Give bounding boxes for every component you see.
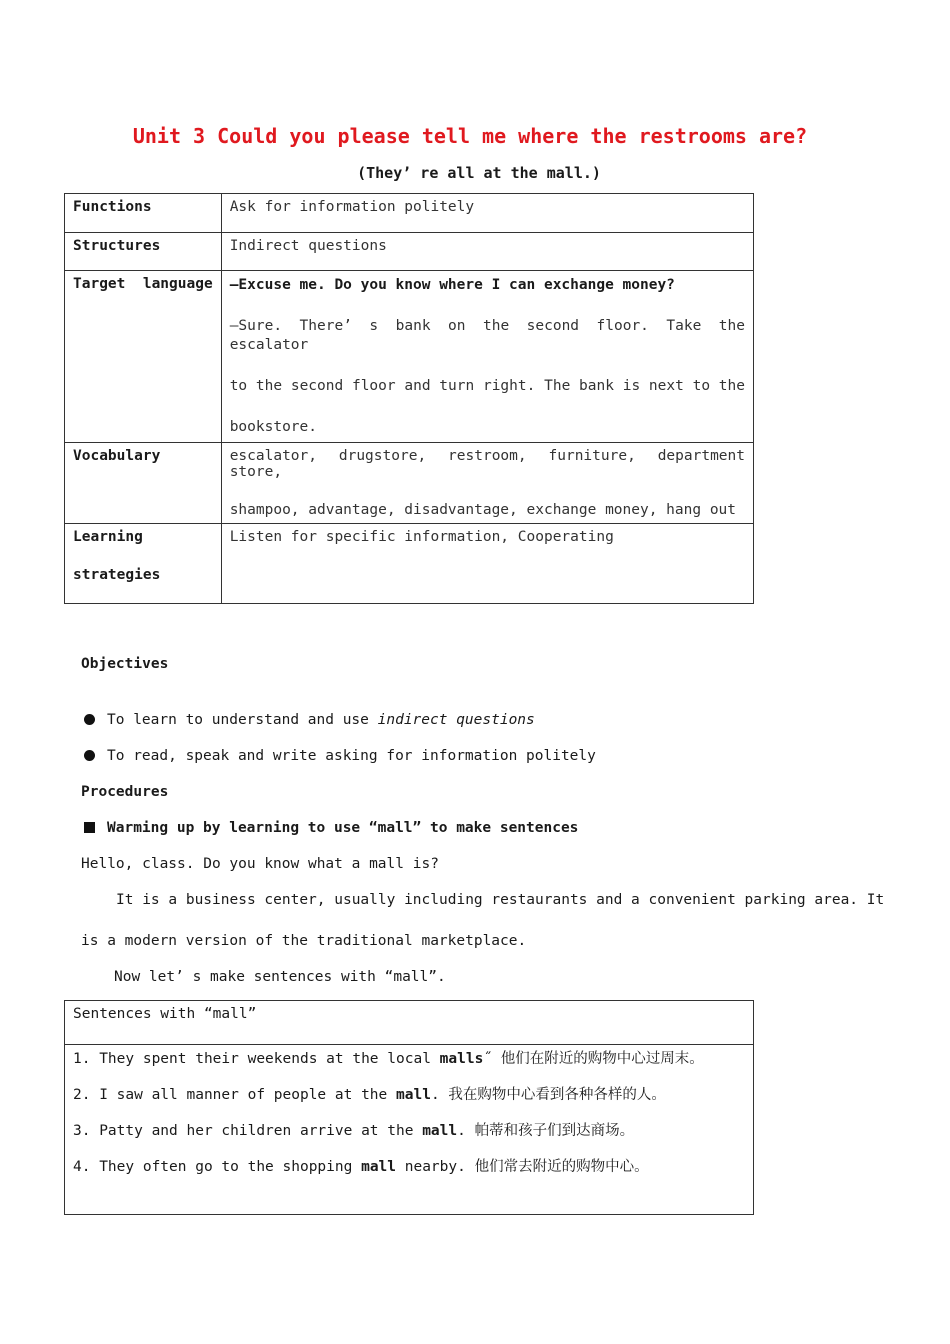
- objectives-heading: Objectives: [81, 656, 169, 672]
- table-row: [65, 443, 754, 524]
- sentences-header: Sentences with “mall”: [65, 1001, 754, 1045]
- structures-value: Indirect questions: [221, 233, 753, 271]
- sentence-item: 4. They often go to the shopping mall nearby. 他们常去附近的购物中心。: [73, 1159, 649, 1175]
- square-bullet-icon: [84, 822, 95, 833]
- bullet-icon: [84, 714, 95, 725]
- vocabulary-line: shampoo, advantage, disadvantage, exchange money, hang out: [229, 502, 737, 518]
- vocabulary-value: [221, 443, 753, 524]
- table-row: [65, 1045, 754, 1215]
- target-line: bookstore.: [229, 419, 317, 435]
- vocabulary-label: Vocabulary: [65, 443, 222, 524]
- sentence-item: 1. They spent their weekends at the local malls˝ 他们在附近的购物中心过周末。: [73, 1051, 704, 1067]
- table-row: [65, 194, 754, 233]
- structures-label: Structures: [65, 233, 222, 271]
- bullet-icon: [84, 750, 95, 761]
- page-title: Unit 3 Could you please tell me where the restrooms are?: [132, 124, 808, 148]
- learning-strategies-label: Learning strategies: [65, 524, 222, 604]
- objective-item: To learn to understand and use indirect questions: [84, 712, 535, 728]
- paragraph-line: It is a business center, usually including restaurants and a convenient parking area. It: [116, 892, 885, 908]
- sentence-item: 3. Patty and her children arrive at the mall. 帕蒂和孩子们到达商场。: [73, 1123, 635, 1139]
- sentence-item: 2. I saw all manner of people at the mall. 我在购物中心看到各种各样的人。: [73, 1087, 666, 1103]
- procedure-step: Warming up by learning to use “mall” to make sentences: [84, 820, 578, 836]
- learning-strategies-value: Listen for specific information, Cooperating: [221, 524, 753, 604]
- target-language-value: [221, 271, 753, 443]
- paragraph-line: is a modern version of the traditional marketplace.: [81, 933, 527, 949]
- objective-item: To read, speak and write asking for information politely: [84, 748, 596, 764]
- procedures-heading: Procedures: [81, 784, 169, 800]
- functions-label: Functions: [65, 194, 222, 233]
- table-row: [65, 233, 754, 271]
- paragraph-line: Hello, class. Do you know what a mall is?: [81, 856, 439, 872]
- table-row: [65, 1001, 754, 1045]
- table-row: [65, 524, 754, 604]
- vocabulary-line: escalator, drugstore, restroom, furniture, department store,: [229, 448, 745, 480]
- target-line: —Excuse me. Do you know where I can exchange money?: [229, 277, 675, 293]
- paragraph-line: Now let’ s make sentences with “mall”.: [114, 969, 446, 985]
- page-subtitle: (They’ re all at the mall.): [357, 164, 601, 182]
- target-line: —Sure. There’ s bank on the second floor. Take the escalator: [229, 318, 745, 353]
- sentences-list: [65, 1045, 754, 1215]
- table-row: [65, 271, 754, 443]
- sentences-table: [64, 1000, 754, 1215]
- target-line: to the second floor and turn right. The bank is next to the: [229, 378, 745, 394]
- target-language-label: Target language: [65, 271, 222, 443]
- functions-value: Ask for information politely: [221, 194, 753, 233]
- overview-table: [64, 193, 754, 604]
